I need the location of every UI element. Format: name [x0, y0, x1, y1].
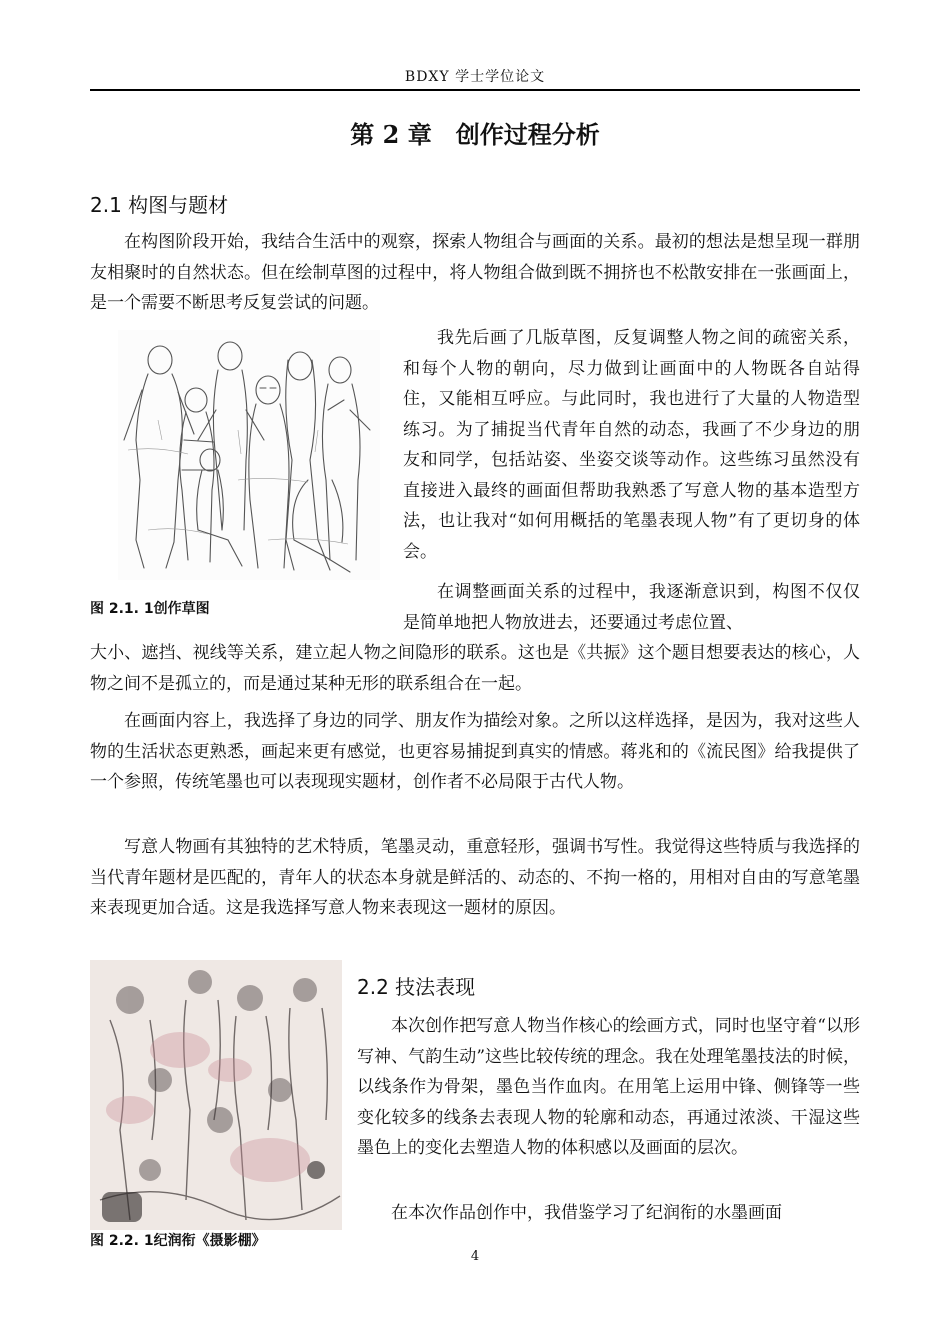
- paragraph-6: 本次创作把写意人物当作核心的绘画方式，同时也坚守着“以形写神、气韵生动”这些比较传统的理念。我在处理笔墨技法的时候，以线条作为骨架，墨色当作血肉。在用笔上运用中锋、侧锋等一些变化较多的线条去表现人物的轮廓和动态，再通过浓淡、干湿这些墨色上的变化去塑造人物的体积感以及画面的层次。: [357, 1016, 860, 1158]
- section-2-1-title: 2.1 构图与题材: [90, 193, 229, 217]
- section-2-2-title: 2.2 技法表现: [357, 975, 476, 999]
- page-number: 4: [470, 1249, 480, 1264]
- running-header: BDXY 学士学位论文: [404, 69, 546, 85]
- chapter-title: 第 2 章 创作过程分析: [350, 120, 600, 149]
- paragraph-2: 我先后画了几版草图，反复调整人物之间的疏密关系，和每个人物的朝向，尽力做到让画面中的人物既各自站得住，又能相互呼应。与此同时，我也进行了大量的人物造型练习。为了捕捉当代青年自然的动态，我画了不少身边的朋友和同学，包括站姿、坐姿交谈等动作。这些练习虽然没有直接进入最终的画面但帮助我熟悉了写意人物的基本造型方法，也让我对“如何用概括的笔墨表现人物”有了更切身的体会。: [403, 328, 860, 562]
- figure-2-2-caption: 图 2.2. 1纪润衔《摄影棚》: [90, 1233, 266, 1249]
- paragraph-5: 写意人物画有其独特的艺术特质，笔墨灵动，重意轻形，强调书写性。我觉得这些特质与我选择的当代青年题材是匹配的，青年人的状态本身就是鲜活的、动态的、不拘一格的，用相对自由的写意笔墨来表现更加合适。这是我选择写意人物来表现这一题材的原因。: [90, 837, 860, 918]
- paragraph-3-end: 大小、遮挡、视线等关系，建立起人物之间隐形的联系。这也是《共振》这个题目想要表达的核心，人物之间不是孤立的，而是通过某种无形的联系组合在一起。: [90, 643, 860, 694]
- paragraph-4: 在画面内容上，我选择了身边的同学、朋友作为描绘对象。之所以这样选择，是因为，我对这些人物的生活状态更熟悉，画起来更有感觉，也更容易捕捉到真实的情感。蒋兆和的《流民图》给我提供了一个参照，传统笔墨也可以表现现实题材，创作者不必局限于古代人物。: [90, 711, 860, 792]
- figure-2-1-caption: 图 2.1. 1创作草图: [90, 601, 210, 617]
- paragraph-1: 在构图阶段开始，我结合生活中的观察，探索人物组合与画面的关系。最初的想法是想呈现一群朋友相聚时的自然状态。但在绘制草图的过程中，将人物组合做到既不拥挤也不松散安排在一张画面上，是一个需要不断思考反复尝试的问题。: [90, 232, 860, 313]
- header-rule: [90, 89, 860, 91]
- paragraph-7: 在本次作品创作中，我借鉴学习了纪润衔的水墨画面: [391, 1203, 782, 1223]
- sketch-figure-image: [118, 330, 380, 580]
- paragraph-3-start: 在调整画面关系的过程中，我逐渐意识到，构图不仅仅是简单地把人物放进去，还要通过考虑位置、: [403, 582, 860, 633]
- painting-figure-image: [90, 960, 342, 1230]
